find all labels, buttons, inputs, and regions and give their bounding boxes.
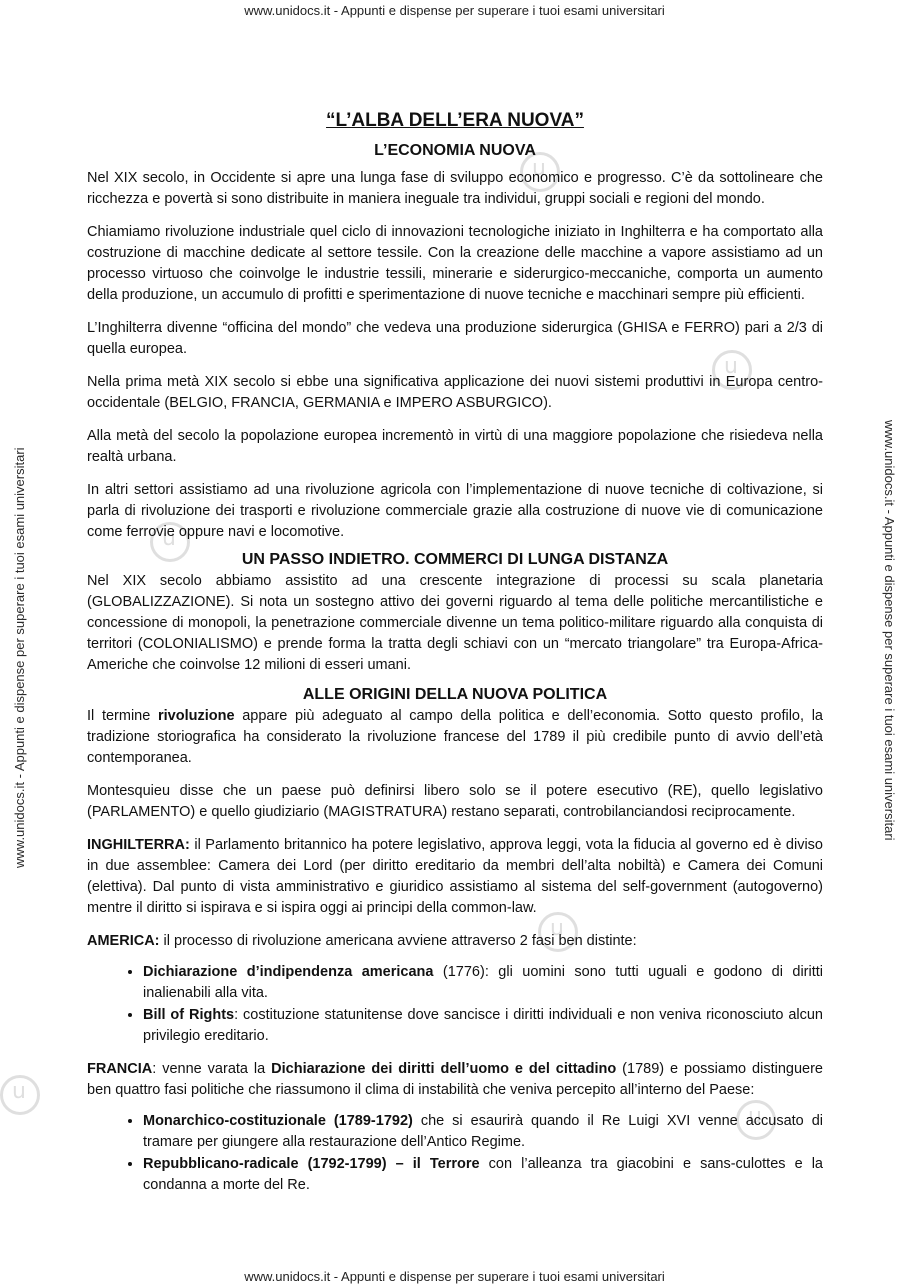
text-segment: il processo di rivoluzione americana avviene attraverso 2 fasi ben distinte: — [159, 933, 637, 949]
bold-term: Bill of Rights — [143, 1007, 235, 1023]
watermark-left: www.unidocs.it - Appunti e dispense per superare i tuoi esami universitari — [12, 447, 27, 868]
bold-label: FRANCIA — [87, 1061, 153, 1077]
bold-term: Repubblicano-radicale (1792-1799) – il Terrore — [143, 1156, 480, 1172]
paragraph-francia — [87, 1059, 823, 1101]
bold-label: AMERICA: — [87, 933, 160, 949]
unidocs-logo-icon — [0, 1075, 40, 1115]
bold-term: rivoluzione — [157, 708, 235, 724]
paragraph: L’Inghilterra divenne “officina del mondo” che vedeva una produzione siderurgica (GHISA e FERRO) pari a 2/3 di quella europea. — [87, 320, 823, 357]
text-segment: : venne varata la — [152, 1061, 272, 1077]
paragraph: Alla metà del secolo la popolazione europea incrementò in virtù di una maggiore popolazione che risiedeva nella realtà urbana. — [87, 428, 823, 465]
text-segment: con l’alleanza tra giacobini e sans-culottes e la condanna a morte del Re. — [143, 1156, 823, 1193]
list-item — [143, 1154, 823, 1196]
watermark-right: www.unidocs.it - Appunti e dispense per superare i tuoi esami universitari — [882, 420, 897, 841]
section-heading-politica: ALLE ORIGINI DELLA NUOVA POLITICA — [302, 686, 608, 703]
list-item — [143, 1005, 823, 1047]
paragraph-america — [87, 931, 823, 952]
paragraph: Nella prima metà XIX secolo si ebbe una significativa applicazione dei nuovi sistemi produttivi in Europa centro-occidentale (BELGIO, FRANCIA, GERMANIA e IMPERO ASBURGICO). — [87, 374, 823, 411]
paragraph: In altri settori assistiamo ad una rivoluzione agricola con l’implementazione di nuove tecniche di coltivazione, si parla di rivoluzione dei trasporti e rivoluzione commerciale grazie alla costruzione di nuove vie di comunicazione come ferrovie oppure navi e locomotive. — [87, 482, 823, 540]
francia-list — [87, 1111, 823, 1196]
list-item — [143, 1111, 823, 1153]
section-heading-economia: L’ECONOMIA NUOVA — [374, 142, 536, 159]
watermark-top: www.unidocs.it - Appunti e dispense per superare i tuoi esami universitari — [244, 3, 665, 18]
watermark-bottom: www.unidocs.it - Appunti e dispense per superare i tuoi esami universitari — [244, 1269, 665, 1284]
paragraph: Chiamiamo rivoluzione industriale quel ciclo di innovazioni tecnologiche iniziato in Inghilterra e ha comportato alla costruzione di macchine dedicate al settore tessile. Con la creazione delle macchine a vapore assistiamo ad un processo virtuoso che coinvolge le industrie tessili, minerarie e siderurgico-meccaniche, comporta un aumento della produzione, un accumulo di profitti e sperimentazione di nuove tecniche e macchinari sempre più efficienti. — [87, 224, 823, 303]
bold-label: INGHILTERRA: — [87, 837, 190, 853]
list-item — [143, 962, 823, 1004]
text-segment: (1789) e possiamo distinguere ben quattro fasi politiche che riassumono il clima di instabilità che veniva percepito all’interno del Paese: — [87, 1061, 823, 1098]
text-segment: : costituzione statunitense dove sancisce i diritti individuali e non veniva riconosciuto alcun privilegio ereditario. — [143, 1007, 823, 1044]
text-segment: il Parlamento britannico ha potere legislativo, approva leggi, vota la fiducia al governo ed è diviso in due assemblee: Camera dei Lord (per diritto ereditario da membri dell’alta nobiltà) e Camera dei Comuni (elettiva). Dal punto di vista amministrativo e giuridico assistiamo al sistema del self-government (autogoverno) mentre il diritto si ispirava e si ispira oggi ai principi della common-law. — [87, 837, 823, 916]
page-title: “L’ALBA DELL’ERA NUOVA” — [326, 110, 584, 131]
section-heading-commerci: UN PASSO INDIETRO. COMMERCI DI LUNGA DISTANZA — [241, 551, 669, 568]
paragraph-rivoluzione — [87, 706, 823, 769]
bold-term: Monarchico-costituzionale (1789-1792) — [143, 1113, 413, 1129]
text-segment: che si esaurirà quando il Re Luigi XVI venne accusato di tramare per giungere alla restaurazione dell’Antico Regime. — [143, 1113, 823, 1150]
text-segment: appare più adeguato al campo della politica e dell’economia. Sotto questo profilo, la tradizione storiografica ha considerato la rivoluzione francese del 1789 il più credibile punto di avvio dell’età contemporanea. — [87, 708, 823, 766]
bold-term: Dichiarazione d’indipendenza americana — [143, 964, 434, 980]
america-list — [87, 962, 823, 1047]
paragraph: Nel XIX secolo abbiamo assistito ad una crescente integrazione di processi su scala planetaria (GLOBALIZZAZIONE). Si nota un sostegno attivo dei governi riguardo al tema delle politiche mercantilistiche e concessione di monopoli, la penetrazione commerciale divenne un tema politico-militare riguardo alla conquista di territori (COLONIALISMO) e prende forma la tratta degli schiavi con un “mercato triangolare” tra Europa-Africa-Americhe che coinvolse 12 milioni di esseri umani. — [87, 573, 823, 673]
paragraph: Nel XIX secolo, in Occidente si apre una lunga fase di sviluppo economico e progresso. C’è da sottolineare che ricchezza e povertà si sono distribuite in maniera ineguale tra individui, gruppi sociali e regioni del mondo. — [87, 170, 823, 207]
text-segment: Il termine — [87, 708, 158, 724]
bold-term: Dichiarazione dei diritti dell’uomo e del cittadino — [271, 1061, 617, 1077]
document-body — [87, 108, 823, 1208]
paragraph-inghilterra — [87, 835, 823, 919]
text-segment: (1776): gli uomini sono tutti uguali e godono di diritti inalienabili alla vita. — [143, 964, 823, 1001]
paragraph: Montesquieu disse che un paese può definirsi libero solo se il potere esecutivo (RE), quello legislativo (PARLAMENTO) e quello giudiziario (MAGISTRATURA) restano separati, controbilanciandosi reciprocamente. — [87, 783, 823, 820]
